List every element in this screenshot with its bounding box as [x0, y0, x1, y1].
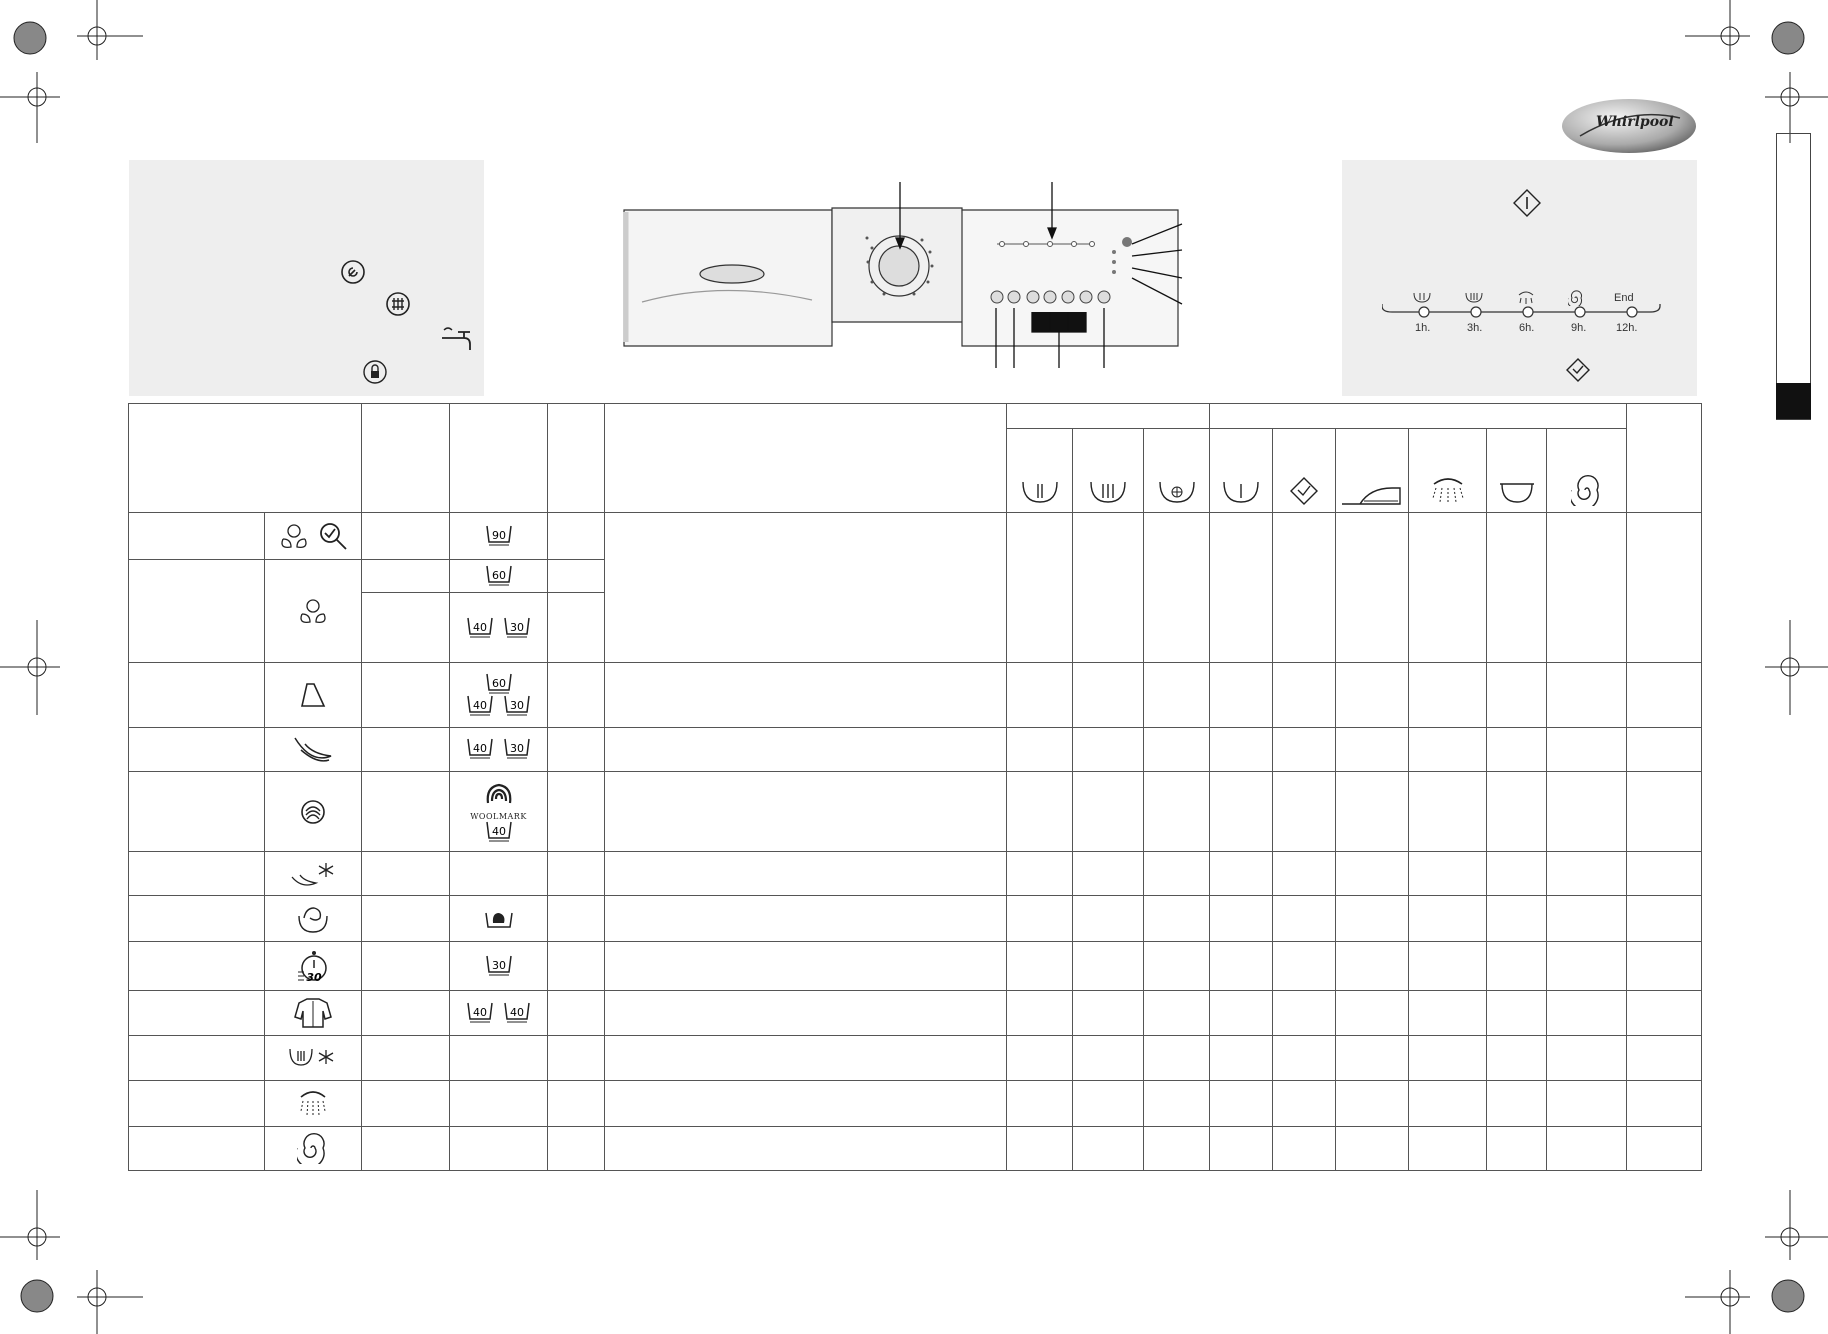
cell — [1547, 1081, 1627, 1126]
cell — [1547, 663, 1627, 727]
easy-check-column-icon — [1273, 429, 1336, 512]
washtub-30-symbol — [504, 617, 530, 639]
cell — [1210, 1081, 1273, 1126]
temp-cell — [450, 1036, 548, 1081]
cell — [548, 1081, 605, 1126]
softener-column-icon — [1144, 429, 1210, 512]
temp-30-label: 30 — [509, 620, 524, 634]
cell — [1409, 852, 1487, 896]
temp-30-label: 30 — [491, 958, 506, 972]
cell — [1336, 852, 1409, 896]
temp-cell — [450, 941, 548, 990]
temp-90-label: 90 — [491, 528, 506, 542]
header-last — [1627, 404, 1702, 513]
cell — [1144, 896, 1210, 941]
spin-icon — [265, 1126, 362, 1170]
cell — [1007, 663, 1073, 727]
prewash-stage-icon — [1412, 292, 1432, 304]
temp-cell — [450, 1081, 548, 1126]
washtub-40-symbol — [486, 821, 512, 843]
header-group-detergent — [1007, 404, 1210, 429]
cell — [1007, 990, 1073, 1035]
cell — [1273, 1036, 1336, 1081]
cell — [362, 592, 450, 662]
cell — [1487, 852, 1547, 896]
cell — [1210, 852, 1273, 896]
cell — [362, 771, 450, 851]
programme-name-cell — [129, 771, 265, 851]
cell — [1547, 990, 1627, 1035]
cell — [1336, 727, 1409, 771]
table-row — [129, 990, 1702, 1035]
header-col-3 — [362, 404, 450, 513]
svg-text:30: 30 — [306, 970, 322, 984]
cell — [1487, 990, 1547, 1035]
washtub-30-symbol — [504, 738, 530, 760]
cell — [1073, 1081, 1144, 1126]
side-tab — [1776, 133, 1811, 420]
cell — [548, 771, 605, 851]
cell — [1144, 1126, 1210, 1170]
description-cell — [605, 727, 1007, 771]
cell — [1073, 1036, 1144, 1081]
programme-name-cell — [129, 896, 265, 941]
programme-name-cell — [129, 512, 265, 559]
cell — [1409, 990, 1487, 1035]
table-row — [129, 1126, 1702, 1170]
main-wash-column-icon — [1073, 429, 1144, 512]
temp-40-label: 40 — [473, 698, 488, 712]
cold-delicates-icon — [265, 852, 362, 896]
header-programme — [129, 404, 362, 513]
cell — [1547, 1126, 1627, 1170]
cell — [1409, 1081, 1487, 1126]
cell — [1073, 663, 1144, 727]
washtub-30-symbol — [504, 695, 530, 717]
cell — [1627, 852, 1702, 896]
cell — [1144, 512, 1210, 663]
spin-column-icon — [1547, 429, 1627, 512]
cell — [1547, 941, 1627, 990]
cell — [1073, 1126, 1144, 1170]
washtub-40-symbol — [467, 695, 493, 717]
cell — [1007, 852, 1073, 896]
cell — [1409, 727, 1487, 771]
cell — [1487, 1126, 1547, 1170]
temp-60-label: 60 — [491, 568, 506, 582]
cell — [1409, 1126, 1487, 1170]
cell — [1487, 663, 1547, 727]
cell — [1336, 990, 1409, 1035]
cell — [1007, 512, 1073, 663]
cell — [362, 727, 450, 771]
header-col-5 — [548, 404, 605, 513]
cell — [1144, 663, 1210, 727]
quick-30-icon — [265, 941, 362, 990]
end-label: End — [1614, 292, 1634, 304]
control-panel-diagram — [622, 182, 1222, 372]
description-cell — [605, 512, 1007, 663]
cell — [1336, 896, 1409, 941]
cell — [1627, 512, 1702, 663]
temp-40-label: 40 — [473, 1006, 488, 1020]
header-col-6 — [605, 404, 1007, 513]
cell — [1487, 771, 1547, 851]
washtub-40-symbol — [467, 617, 493, 639]
cell — [1336, 1036, 1409, 1081]
temp-cell — [450, 592, 548, 662]
description-cell — [605, 1081, 1007, 1126]
cell — [1144, 1081, 1210, 1126]
cell — [1007, 1081, 1073, 1126]
table-row — [129, 896, 1702, 941]
cell — [1547, 512, 1627, 663]
table-row — [129, 512, 1702, 559]
cell — [548, 896, 605, 941]
rinse-column-icon — [1409, 429, 1487, 512]
washtub-40-symbol — [467, 1002, 493, 1024]
cell — [1336, 771, 1409, 851]
temp-cell — [450, 990, 548, 1035]
cell — [1144, 941, 1210, 990]
cell — [1144, 990, 1210, 1035]
header-col-4 — [450, 404, 548, 513]
table-row — [129, 1081, 1702, 1126]
cell — [1210, 512, 1273, 663]
cell — [1210, 1036, 1273, 1081]
rinse-icon — [265, 1081, 362, 1126]
programme-name-cell — [129, 990, 265, 1035]
cell — [1627, 1126, 1702, 1170]
temp-cell — [450, 896, 548, 941]
cell — [1627, 1036, 1702, 1081]
programme-name-cell — [129, 727, 265, 771]
cell — [1073, 941, 1144, 990]
cell — [1336, 941, 1409, 990]
temp-30-label: 30 — [509, 742, 524, 756]
temp-cell — [450, 727, 548, 771]
table-row — [129, 941, 1702, 990]
cell — [362, 663, 450, 727]
cell — [548, 990, 605, 1035]
service-icon — [340, 259, 366, 285]
description-cell — [605, 771, 1007, 851]
temp-cell — [450, 512, 548, 559]
cell — [1336, 1081, 1409, 1126]
stage-1h: 1h. — [1415, 322, 1431, 334]
cell — [1487, 1081, 1547, 1126]
cell — [548, 559, 605, 592]
cell — [1007, 1036, 1073, 1081]
programme-name-cell — [129, 1036, 265, 1081]
temp-40-label: 40 — [473, 742, 488, 756]
temp-cell — [450, 852, 548, 896]
cell — [1144, 852, 1210, 896]
cell — [1336, 512, 1409, 663]
cell — [362, 990, 450, 1035]
cell — [1627, 727, 1702, 771]
washtub-60-symbol — [486, 673, 512, 695]
temp-40-label: 40 — [491, 824, 506, 838]
cell — [1007, 727, 1073, 771]
cell — [1273, 771, 1336, 851]
tap-icon — [438, 324, 476, 352]
programme-name-cell — [129, 559, 265, 663]
cell — [1547, 852, 1627, 896]
cell — [1487, 1036, 1547, 1081]
washtub-30-symbol — [486, 955, 512, 977]
washtub-60-symbol — [486, 565, 512, 587]
prewash-cold-icon — [265, 1036, 362, 1081]
lock-icon — [363, 359, 387, 385]
cell — [1210, 727, 1273, 771]
cell — [1007, 771, 1073, 851]
washtub-40-symbol — [467, 738, 493, 760]
table-row — [129, 663, 1702, 727]
cell — [1073, 852, 1144, 896]
cell — [1487, 896, 1547, 941]
cell — [548, 852, 605, 896]
side-tab-marker — [1776, 383, 1811, 419]
cell — [548, 663, 605, 727]
cell — [1547, 727, 1627, 771]
woolmark-label: WOOLMARK — [470, 811, 527, 821]
stage-6h: 6h. — [1519, 322, 1535, 334]
temp-30-label: 30 — [509, 698, 524, 712]
cell — [1627, 990, 1702, 1035]
cell — [1007, 896, 1073, 941]
cell — [1547, 1036, 1627, 1081]
washtub-90-symbol — [486, 525, 512, 547]
spin-stage-icon — [1568, 290, 1584, 306]
jackets-icon — [265, 990, 362, 1035]
cell — [1073, 990, 1144, 1035]
main-wash-stage-icon — [1464, 292, 1484, 304]
cell — [1627, 663, 1702, 727]
temp-40-label: 40 — [473, 620, 488, 634]
stage-3h: 3h. — [1467, 322, 1483, 334]
cell — [1627, 1081, 1702, 1126]
cotton-intensive-icon — [265, 512, 362, 559]
cell — [1144, 1036, 1210, 1081]
description-cell — [605, 852, 1007, 896]
cell — [1627, 941, 1702, 990]
temp-40-label: 40 — [509, 1006, 524, 1020]
cell — [1210, 663, 1273, 727]
cell — [1210, 990, 1273, 1035]
cell — [1073, 771, 1144, 851]
header-group-options — [1210, 404, 1627, 429]
ironing-column-icon — [1336, 429, 1409, 512]
woolmark-symbol — [470, 781, 527, 821]
cell — [1007, 1126, 1073, 1170]
table-header-row — [129, 404, 1702, 429]
table-row — [129, 771, 1702, 851]
temp-cell — [450, 559, 548, 592]
wool-icon — [265, 771, 362, 851]
programme-name-cell — [129, 1126, 265, 1170]
stage-9h: 9h. — [1571, 322, 1587, 334]
cell — [1487, 941, 1547, 990]
cell — [1210, 1126, 1273, 1170]
cell — [1409, 512, 1487, 663]
cell — [1210, 771, 1273, 851]
cell — [548, 1036, 605, 1081]
cell — [1144, 771, 1210, 851]
cell — [548, 941, 605, 990]
description-cell — [605, 941, 1007, 990]
cell — [362, 512, 450, 559]
start-pause-icon — [1512, 188, 1542, 218]
table-row — [129, 1036, 1702, 1081]
cell — [548, 727, 605, 771]
cell — [1210, 896, 1273, 941]
programme-name-cell — [129, 1081, 265, 1126]
cell — [548, 512, 605, 559]
washtub-40-symbol — [504, 1002, 530, 1024]
cell — [1547, 896, 1627, 941]
logo-text: Whirlpool — [1596, 114, 1674, 130]
cell — [1073, 512, 1144, 663]
function-icons-panel — [129, 160, 484, 396]
description-cell — [605, 896, 1007, 941]
cell — [548, 1126, 605, 1170]
cell — [1273, 941, 1336, 990]
cell — [1409, 771, 1487, 851]
temp-cell — [450, 663, 548, 727]
cell — [1409, 1036, 1487, 1081]
prewash-column-icon — [1007, 429, 1073, 512]
handwash-icon — [265, 896, 362, 941]
description-cell — [605, 1036, 1007, 1081]
cell — [362, 1081, 450, 1126]
cell — [1273, 512, 1336, 663]
wash-only-column-icon — [1210, 429, 1273, 512]
cell — [1336, 663, 1409, 727]
easy-check-icon — [1565, 357, 1591, 383]
cell — [362, 896, 450, 941]
stage-12h: 12h. — [1616, 322, 1638, 334]
cell — [362, 852, 450, 896]
cell — [1144, 727, 1210, 771]
cell — [1273, 896, 1336, 941]
programme-table — [128, 403, 1702, 1171]
cell — [362, 1126, 450, 1170]
programme-name-cell — [129, 663, 265, 727]
cell — [1273, 727, 1336, 771]
temp-cell — [450, 771, 548, 851]
cell — [1210, 941, 1273, 990]
cell — [362, 559, 450, 592]
cell — [1336, 1126, 1409, 1170]
drain-column-icon — [1487, 429, 1547, 512]
cell — [1409, 896, 1487, 941]
cell — [1273, 1081, 1336, 1126]
cell — [1409, 941, 1487, 990]
cell — [1273, 663, 1336, 727]
cell — [1627, 896, 1702, 941]
description-cell — [605, 663, 1007, 727]
description-cell — [605, 990, 1007, 1035]
programme-name-cell — [129, 852, 265, 896]
cotton-icon — [265, 559, 362, 663]
temp-60-label: 60 — [491, 676, 506, 690]
table-row — [129, 852, 1702, 896]
programme-name-cell — [129, 941, 265, 990]
grid-icon — [385, 291, 411, 317]
cell — [1627, 771, 1702, 851]
cell — [1273, 990, 1336, 1035]
synthetics-icon — [265, 663, 362, 727]
rinse-stage-icon — [1516, 291, 1536, 305]
temp-cell — [450, 1126, 548, 1170]
cell — [1487, 512, 1547, 663]
description-cell — [605, 1126, 1007, 1170]
cell — [1007, 941, 1073, 990]
table-row — [129, 727, 1702, 771]
cell — [1409, 663, 1487, 727]
delicates-icon — [265, 727, 362, 771]
handwash-tub-symbol — [484, 907, 514, 931]
cell — [548, 592, 605, 662]
cell — [1547, 771, 1627, 851]
cell — [362, 941, 450, 990]
cell — [362, 1036, 450, 1081]
cell — [1073, 727, 1144, 771]
cell — [1073, 896, 1144, 941]
delay-timer-panel — [1342, 160, 1697, 396]
cell — [1487, 727, 1547, 771]
cell — [1273, 852, 1336, 896]
cell — [1273, 1126, 1336, 1170]
